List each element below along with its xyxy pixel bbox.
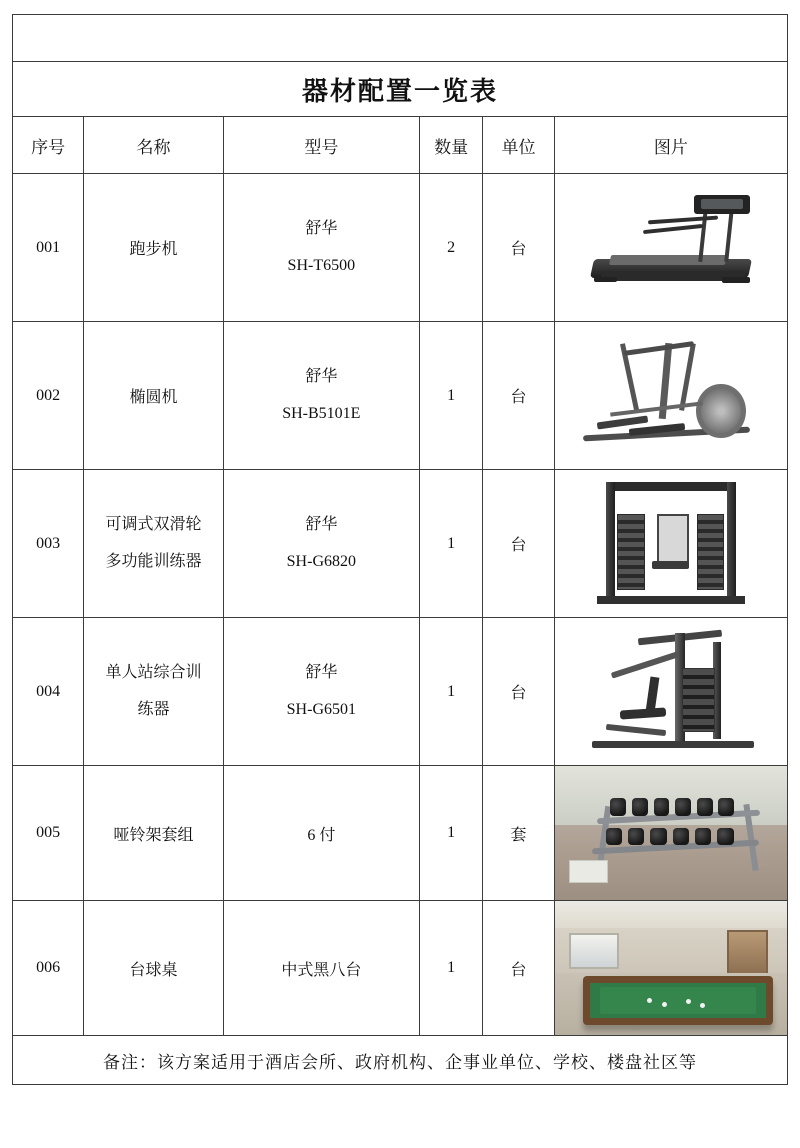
table-title-cell (13, 62, 788, 117)
cell-model-line1: 舒华 (305, 219, 338, 237)
footer-note: 备注：该方案适用于酒店会所、政府机构、企事业单位、学校、楼盘社区等 (13, 1036, 788, 1085)
cell-no: 005 (13, 766, 84, 901)
cell-name-line1: 单人站综合训 (105, 663, 202, 681)
table-row (13, 901, 788, 1036)
page-title: 器材配置一览表 (301, 76, 498, 106)
cell-model-line1: 舒华 (305, 515, 338, 533)
table-title-row (13, 62, 788, 117)
cell-no: 006 (13, 901, 84, 1036)
treadmill-illustration (555, 174, 787, 321)
table-row (13, 766, 788, 901)
cell-no: 004 (13, 618, 84, 766)
cell-no: 001 (13, 174, 84, 322)
cell-name (84, 470, 224, 618)
cell-model (223, 174, 419, 322)
cell-unit: 台 (483, 618, 554, 766)
cell-qty: 2 (419, 174, 483, 322)
cell-model: 6 付 (223, 766, 419, 901)
table-footer-row (13, 1036, 788, 1085)
table-spacer-row (13, 15, 788, 62)
dumbbell-rack-photo (555, 766, 787, 900)
cell-image (554, 618, 787, 766)
cell-name: 台球桌 (84, 901, 224, 1036)
cell-image (554, 901, 787, 1036)
cell-unit: 套 (483, 766, 554, 901)
column-header-name: 名称 (84, 117, 224, 174)
cable-crossover-illustration (555, 470, 787, 617)
cell-name: 跑步机 (84, 174, 224, 322)
elliptical-photo (555, 322, 787, 469)
cell-qty: 1 (419, 322, 483, 470)
cell-name-line2: 多功能训练器 (105, 552, 202, 570)
cell-unit: 台 (483, 322, 554, 470)
cell-no: 003 (13, 470, 84, 618)
cell-name-line2: 练器 (137, 700, 170, 718)
cell-model-line2: SH-G6501 (286, 700, 356, 718)
spacer-cell (13, 15, 788, 62)
cell-image (554, 174, 787, 322)
cable-crossover-photo (555, 470, 787, 617)
cell-unit: 台 (483, 174, 554, 322)
cell-name: 哑铃架套组 (84, 766, 224, 901)
equipment-configuration-table (12, 14, 788, 1085)
cell-model-line2: SH-T6500 (287, 256, 356, 274)
cell-model-line1: 舒华 (305, 367, 338, 385)
column-header-qty: 数量 (419, 117, 483, 174)
cell-model (223, 618, 419, 766)
cell-name: 椭圆机 (84, 322, 224, 470)
table-row (13, 470, 788, 618)
cell-qty: 1 (419, 766, 483, 901)
cell-qty: 1 (419, 470, 483, 618)
cell-name (84, 618, 224, 766)
cell-model (223, 470, 419, 618)
treadmill-photo (555, 174, 787, 321)
cell-name-line1: 可调式双滑轮 (105, 515, 202, 533)
column-header-model: 型号 (223, 117, 419, 174)
cell-unit: 台 (483, 901, 554, 1036)
billiard-table-photo (555, 901, 787, 1035)
elliptical-illustration (555, 322, 787, 469)
cell-image (554, 766, 787, 901)
cell-no: 002 (13, 322, 84, 470)
column-header-unit: 单位 (483, 117, 554, 174)
cell-model (223, 322, 419, 470)
column-header-no: 序号 (13, 117, 84, 174)
cell-qty: 1 (419, 901, 483, 1036)
table-row (13, 322, 788, 470)
home-gym-photo (555, 618, 787, 765)
dumbbell-rack-illustration (555, 766, 787, 900)
home-gym-illustration (555, 618, 787, 765)
table-row (13, 174, 788, 322)
cell-model-line2: SH-G6820 (286, 552, 356, 570)
cell-unit: 台 (483, 470, 554, 618)
cell-model: 中式黑八台 (223, 901, 419, 1036)
cell-model-line2: SH-B5101E (282, 404, 361, 422)
billiard-room-illustration (555, 901, 787, 1035)
cell-image (554, 470, 787, 618)
cell-image (554, 322, 787, 470)
cell-model-line1: 舒华 (305, 663, 338, 681)
table-header-row (13, 117, 788, 174)
table-row (13, 618, 788, 766)
cell-qty: 1 (419, 618, 483, 766)
column-header-image: 图片 (554, 117, 787, 174)
